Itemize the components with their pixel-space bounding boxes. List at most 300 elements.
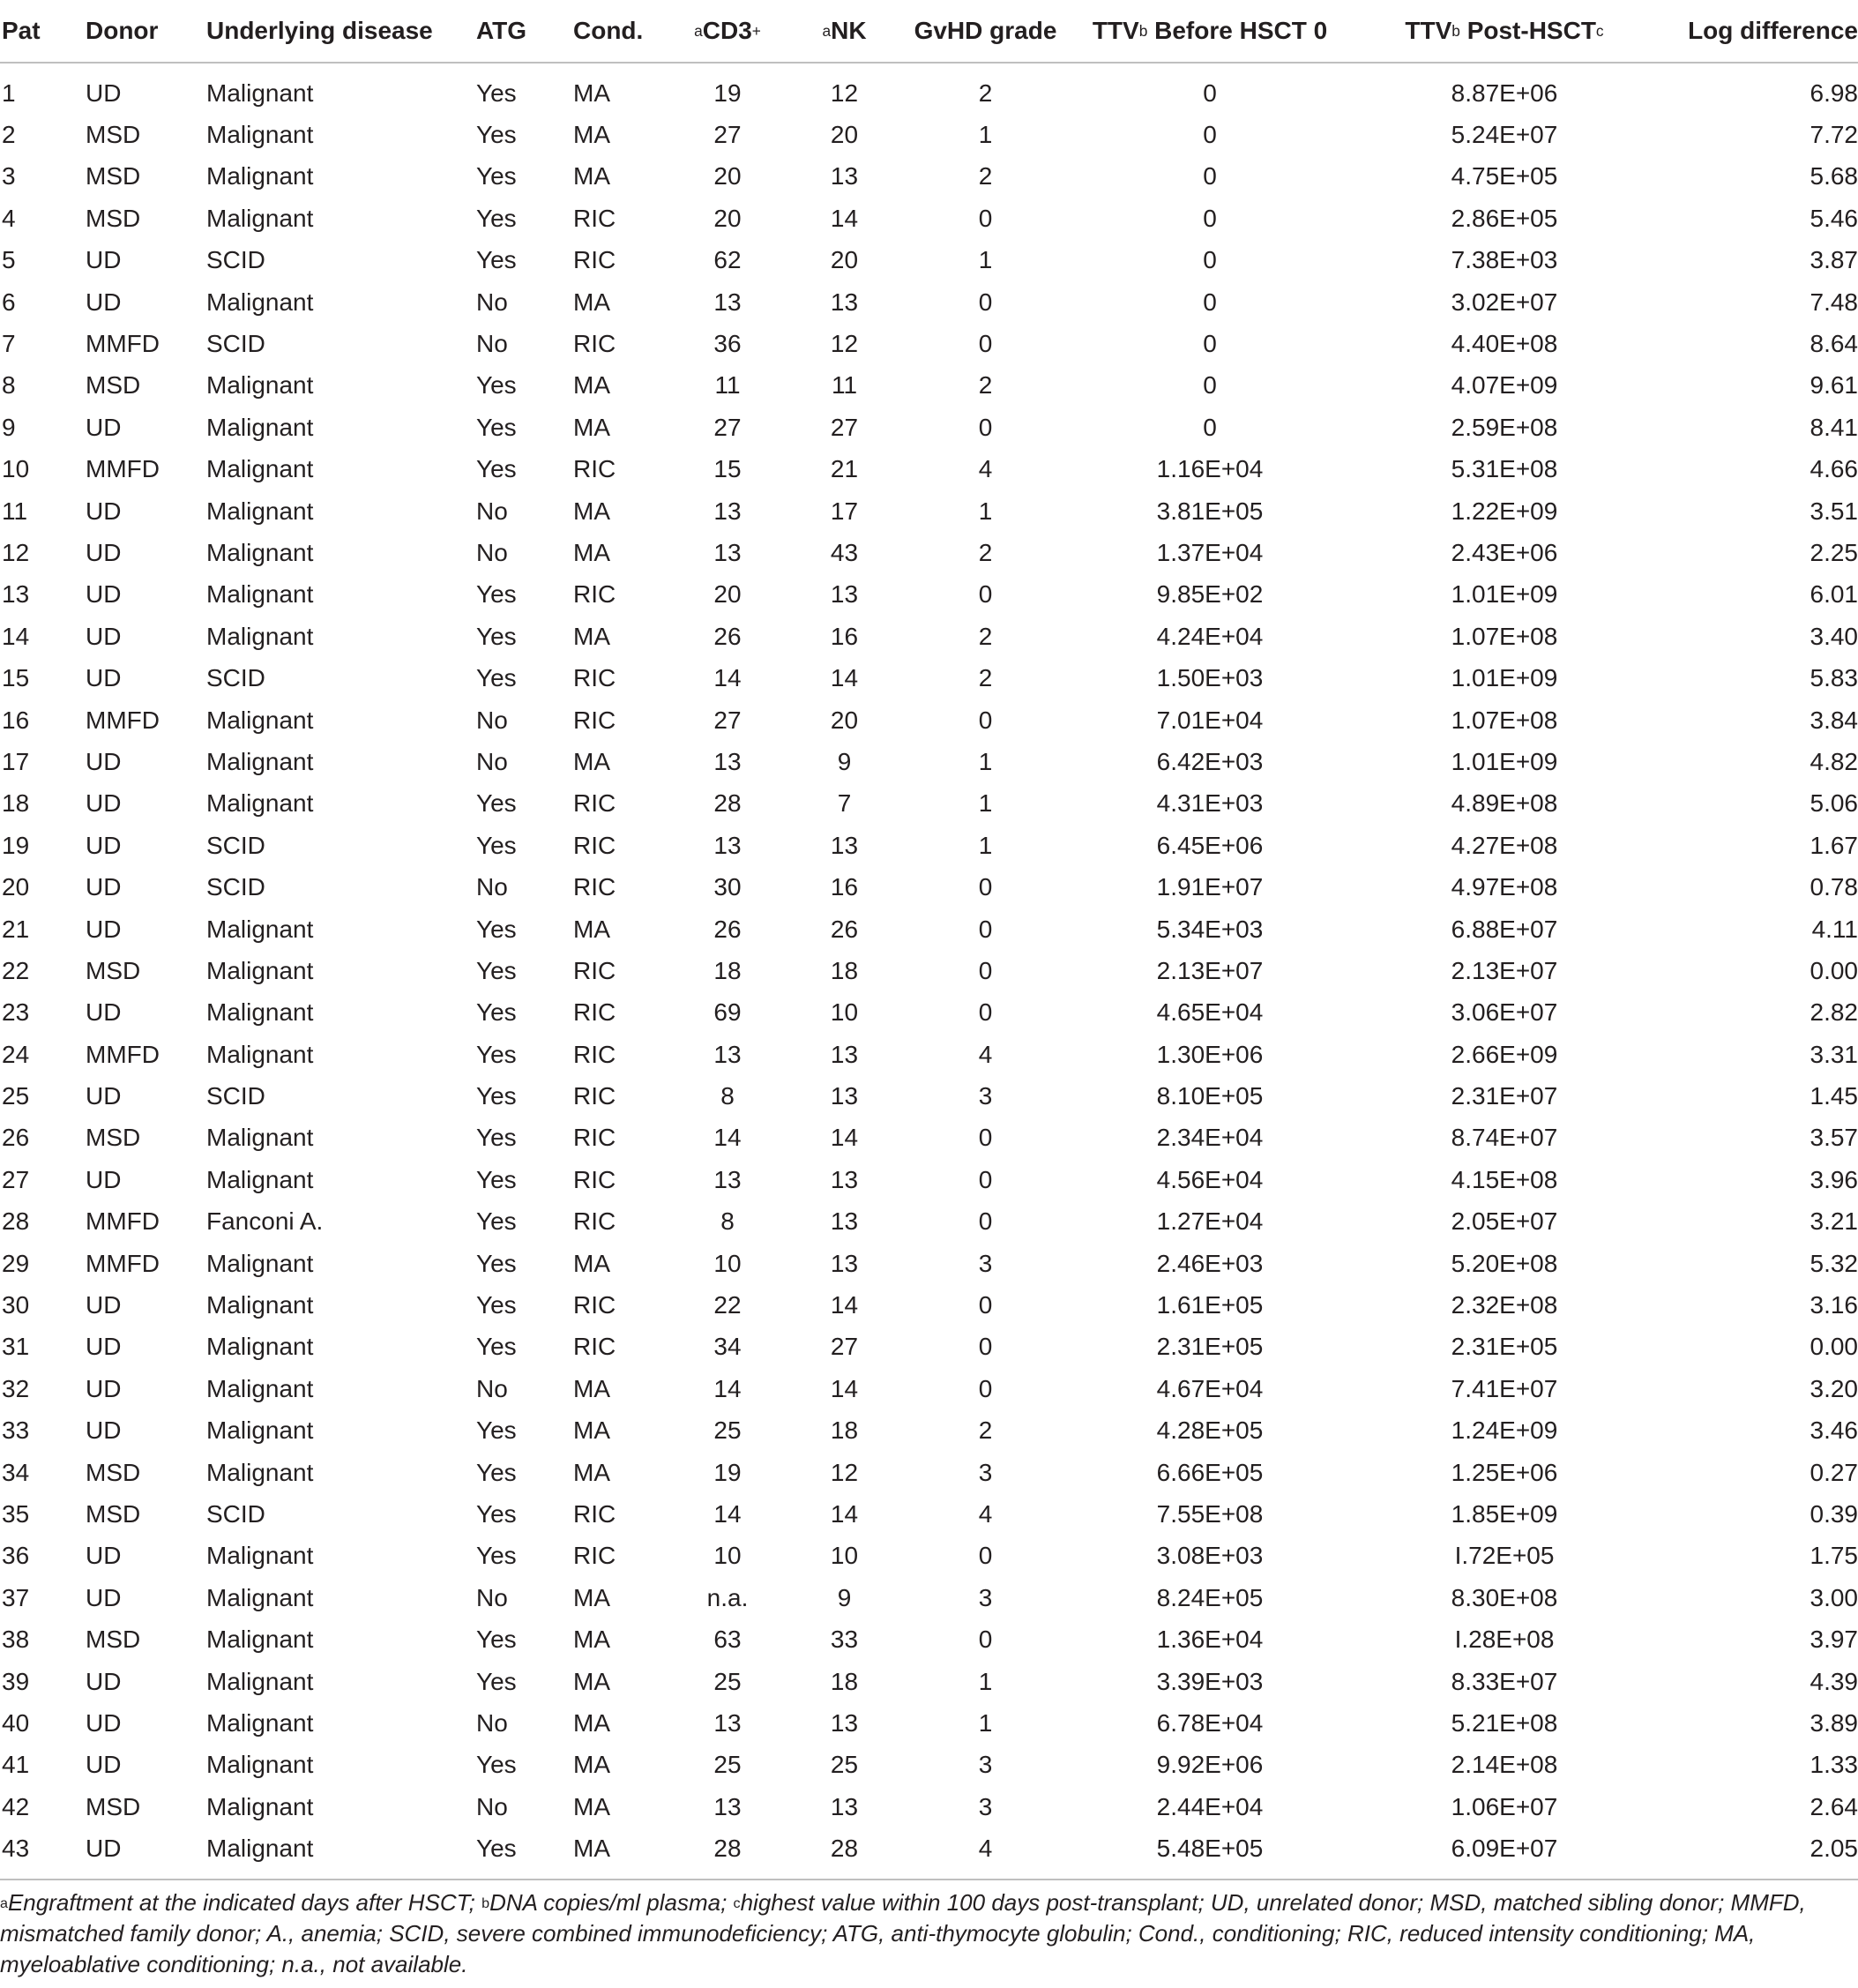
cell-log-difference: 4.66 <box>1809 455 1858 483</box>
cell-ttv-post: 4.89E+08 <box>1451 789 1558 818</box>
cell-underlying-disease: Malignant <box>206 580 314 609</box>
table-row <box>0 616 1858 657</box>
cell-nk: 21 <box>830 455 859 483</box>
cell-pat: 39 <box>2 1667 30 1695</box>
cell-underlying-disease: Malignant <box>206 1583 314 1611</box>
cell-underlying-disease: Malignant <box>206 622 314 650</box>
cell-cd3: 15 <box>713 455 742 483</box>
cell-nk: 13 <box>830 162 859 191</box>
cell-pat: 4 <box>2 204 16 232</box>
table-row <box>0 240 1858 281</box>
cell-cd3: 8 <box>720 1207 735 1236</box>
cell-pat: 10 <box>2 455 30 483</box>
cell-pat: 9 <box>2 413 16 441</box>
cell-ttv-post: 1.07E+08 <box>1451 706 1558 734</box>
cell-nk: 20 <box>830 246 859 274</box>
cell-log-difference: 8.41 <box>1809 413 1858 441</box>
cell-cd3: 13 <box>713 1792 742 1820</box>
cell-pat: 38 <box>2 1626 30 1654</box>
cell-nk: 13 <box>830 831 859 859</box>
cell-nk: 16 <box>830 873 859 901</box>
cell-cond: RIC <box>573 1499 616 1528</box>
cell-atg: Yes <box>476 1249 517 1277</box>
cell-underlying-disease: Malignant <box>206 747 314 775</box>
footnote-c-marker: c <box>733 1895 741 1911</box>
cell-gvhd-grade: 0 <box>978 330 993 358</box>
cell-cd3: 14 <box>713 664 742 692</box>
cell-underlying-disease: Malignant <box>206 1040 314 1068</box>
cell-donor: MMFD <box>86 1249 160 1277</box>
cell-ttv-before: 5.48E+05 <box>1063 1827 1357 1879</box>
cell-underlying-disease: Malignant <box>206 1416 314 1445</box>
cell-pat: 25 <box>2 1082 30 1110</box>
cell-atg: Yes <box>476 455 517 483</box>
table-row <box>0 657 1858 699</box>
cell-nk: 14 <box>830 1499 859 1528</box>
cell-ttv-post: 2.05E+07 <box>1451 1207 1558 1236</box>
cell-underlying-disease: Malignant <box>206 1542 314 1570</box>
cell-ttv-before: 4.56E+04 <box>1156 1165 1264 1193</box>
header-nk: $^a$NK <box>780 0 908 63</box>
cell-underlying-disease: Malignant <box>206 288 314 316</box>
cell-donor: MMFD <box>86 1040 160 1068</box>
cell-donor: UD <box>86 1082 122 1110</box>
cell-atg: Yes <box>476 789 517 818</box>
cell-cd3: 13 <box>713 831 742 859</box>
cell-cd3: 14 <box>713 1124 742 1152</box>
cell-cd3: 36 <box>713 330 742 358</box>
cell-donor: UD <box>86 1708 122 1737</box>
cell-pat: 36 <box>2 1542 30 1570</box>
table-row <box>0 992 1858 1034</box>
cell-donor: UD <box>86 789 122 818</box>
cell-nk: 9 <box>837 747 852 775</box>
cell-gvhd-grade: 1 <box>978 831 993 859</box>
cell-nk: 13 <box>830 580 859 609</box>
cell-nk: 18 <box>830 1667 859 1695</box>
cell-gvhd-grade: 0 <box>978 1124 993 1152</box>
cell-cd3: 28 <box>713 789 742 818</box>
cell-cond: MA <box>573 1708 610 1737</box>
cell-log-difference: 4.82 <box>1809 747 1858 775</box>
cell-donor: MSD <box>86 121 141 149</box>
cell-log-difference: 3.57 <box>1809 1124 1858 1152</box>
cell-pat: 19 <box>2 831 30 859</box>
cell-gvhd-grade: 2 <box>978 1416 993 1445</box>
cell-log-difference: 2.25 <box>1809 538 1858 566</box>
cell-cd3: 18 <box>713 956 742 984</box>
cell-cond: MA <box>573 497 610 525</box>
cell-donor: MSD <box>86 204 141 232</box>
cell-atg: No <box>476 1374 508 1402</box>
cell-cd3: n.a. <box>706 1583 749 1611</box>
cell-cond: RIC <box>573 1040 616 1068</box>
cell-cond: MA <box>573 162 610 191</box>
cell-underlying-disease: Malignant <box>206 204 314 232</box>
cell-gvhd-grade: 4 <box>908 1827 1063 1879</box>
cell-ttv-before: 0 <box>1203 413 1217 441</box>
cell-cd3: 14 <box>713 1499 742 1528</box>
cell-ttv-before: 0 <box>1203 204 1217 232</box>
cell-cond: MA <box>573 1626 610 1654</box>
cell-underlying-disease: Malignant <box>206 538 314 566</box>
cell-ttv-post: 1.07E+08 <box>1451 622 1558 650</box>
cell-atg: No <box>476 288 508 316</box>
table-row <box>0 1159 1858 1200</box>
cell-ttv-before: 2.44E+04 <box>1156 1792 1264 1820</box>
cell-atg: Yes <box>476 915 517 943</box>
cell-log-difference: 3.97 <box>1809 1626 1858 1654</box>
cell-atg: Yes <box>476 1124 517 1152</box>
cell-log-difference: 2.82 <box>1809 998 1858 1027</box>
cell-atg: Yes <box>476 204 517 232</box>
cell-gvhd-grade: 0 <box>978 998 993 1027</box>
cell-ttv-post: 5.31E+08 <box>1451 455 1558 483</box>
cell-cd3: 25 <box>713 1416 742 1445</box>
cell-ttv-before: 1.37E+04 <box>1156 538 1264 566</box>
cell-cond: RIC <box>573 1207 616 1236</box>
table-row <box>0 365 1858 407</box>
table-footnote <box>0 1887 1858 1980</box>
cell-ttv-post: 1.25E+06 <box>1451 1458 1558 1486</box>
cell-cd3: 69 <box>713 998 742 1027</box>
table-row <box>0 1327 1858 1368</box>
cell-pat: 42 <box>2 1792 30 1820</box>
table-row <box>0 1827 1858 1879</box>
cell-nk: 43 <box>830 538 859 566</box>
cell-atg: Yes <box>476 1416 517 1445</box>
cell-gvhd-grade: 3 <box>978 1583 993 1611</box>
cell-donor: UD <box>86 1583 122 1611</box>
cell-atg: No <box>476 330 508 358</box>
cell-pat: 31 <box>2 1333 30 1361</box>
cell-underlying-disease: SCID <box>206 831 265 859</box>
cell-underlying-disease: Malignant <box>206 413 314 441</box>
cell-ttv-before: 4.67E+04 <box>1156 1374 1264 1402</box>
cell-nk: 14 <box>830 664 859 692</box>
cell-log-difference: 3.20 <box>1809 1374 1858 1402</box>
cell-gvhd-grade: 0 <box>978 288 993 316</box>
cell-cd3: 27 <box>713 706 742 734</box>
cell-cd3: 19 <box>713 1458 742 1486</box>
cell-cond: RIC <box>573 1542 616 1570</box>
cell-atg: No <box>476 538 508 566</box>
cell-ttv-before: 4.28E+05 <box>1156 1416 1264 1445</box>
cell-cd3: 34 <box>713 1333 742 1361</box>
cell-donor: MSD <box>86 1458 141 1486</box>
cell-ttv-before: 1.50E+03 <box>1156 664 1264 692</box>
cell-donor: UD <box>86 1291 122 1319</box>
cell-atg: Yes <box>476 580 517 609</box>
cell-atg: No <box>476 1583 508 1611</box>
cell-nk: 14 <box>830 1291 859 1319</box>
cell-atg: No <box>476 1708 508 1737</box>
cell-nk: 10 <box>830 998 859 1027</box>
cell-ttv-post: 2.32E+08 <box>1451 1291 1558 1319</box>
table-row <box>0 114 1858 155</box>
cell-ttv-post: 3.06E+07 <box>1451 998 1558 1027</box>
cell-underlying-disease: Malignant <box>206 497 314 525</box>
cell-cond: RIC <box>573 998 616 1027</box>
cell-ttv-post: 2.31E+05 <box>1451 1333 1558 1361</box>
cell-cd3: 13 <box>713 1040 742 1068</box>
cell-ttv-post: 4.07E+09 <box>1451 371 1558 400</box>
table-row <box>0 1117 1858 1159</box>
cell-pat: 1 <box>2 78 16 107</box>
cell-cond: RIC <box>573 664 616 692</box>
cell-log-difference: 5.68 <box>1809 162 1858 191</box>
table-row <box>0 574 1858 616</box>
cell-donor: UD <box>86 622 122 650</box>
cell-cond: RIC <box>573 1165 616 1193</box>
cell-underlying-disease: SCID <box>206 246 265 274</box>
cell-cond: RIC <box>573 706 616 734</box>
cell-log-difference: 3.21 <box>1809 1207 1858 1236</box>
cell-ttv-post: 2.43E+06 <box>1451 538 1558 566</box>
cell-cond: MA <box>573 538 610 566</box>
cell-donor: MMFD <box>86 706 160 734</box>
cell-cond: MA <box>573 1416 610 1445</box>
cell-donor: MMFD <box>86 1207 160 1236</box>
table-row <box>0 908 1858 950</box>
table-row <box>0 1243 1858 1284</box>
cell-ttv-before: 1.30E+06 <box>1156 1040 1264 1068</box>
header-cond: Cond. <box>573 0 675 63</box>
cell-atg: Yes <box>476 998 517 1027</box>
cell-log-difference: 3.00 <box>1809 1583 1858 1611</box>
cell-pat: 41 <box>2 1751 30 1779</box>
cell-nk: 18 <box>830 1416 859 1445</box>
cell-pat: 27 <box>2 1165 30 1193</box>
cell-ttv-post: 4.15E+08 <box>1451 1165 1558 1193</box>
cell-ttv-before: 1.16E+04 <box>1156 455 1264 483</box>
cell-ttv-post: I.72E+05 <box>1454 1542 1555 1570</box>
cell-cd3: 63 <box>713 1626 742 1654</box>
cell-atg: Yes <box>476 664 517 692</box>
cell-pat: 22 <box>2 956 30 984</box>
cell-underlying-disease: Malignant <box>206 1249 314 1277</box>
cell-cond: RIC <box>573 455 616 483</box>
cell-ttv-before: 2.13E+07 <box>1156 956 1264 984</box>
cell-donor: UD <box>86 1542 122 1570</box>
cell-ttv-post: 8.33E+07 <box>1451 1667 1558 1695</box>
cell-ttv-before: 0 <box>1203 288 1217 316</box>
cell-atg: Yes <box>476 121 517 149</box>
cell-ttv-post: 1.01E+09 <box>1451 580 1558 609</box>
cell-log-difference: 4.11 <box>1811 915 1858 943</box>
table-row <box>0 1786 1858 1827</box>
header-ttv-post: TTV$^b$ Post-HSCT$^c$ <box>1357 0 1652 63</box>
cell-atg: No <box>476 873 508 901</box>
cell-ttv-before: 1.36E+04 <box>1156 1626 1264 1654</box>
cell-ttv-post: 7.38E+03 <box>1451 246 1558 274</box>
cell-nk: 13 <box>830 1708 859 1737</box>
cell-gvhd-grade: 3 <box>978 1082 993 1110</box>
cell-atg: Yes <box>476 1542 517 1570</box>
cell-ttv-before: 3.81E+05 <box>1156 497 1264 525</box>
cell-nk: 7 <box>837 789 852 818</box>
cell-ttv-before: 3.39E+03 <box>1156 1667 1264 1695</box>
table-row <box>0 1201 1858 1243</box>
cell-donor: UD <box>86 1827 206 1879</box>
cell-ttv-post: 7.41E+07 <box>1451 1374 1558 1402</box>
cell-underlying-disease: Malignant <box>206 998 314 1027</box>
cell-log-difference: 0.00 <box>1809 1333 1858 1361</box>
cell-atg: Yes <box>476 1040 517 1068</box>
cell-cd3: 14 <box>713 1374 742 1402</box>
cell-cond: MA <box>573 747 610 775</box>
cell-nk: 18 <box>830 956 859 984</box>
cell-gvhd-grade: 3 <box>978 1249 993 1277</box>
cell-log-difference: 9.61 <box>1809 371 1858 400</box>
cell-ttv-post: 1.22E+09 <box>1451 497 1558 525</box>
cell-atg: No <box>476 1792 508 1820</box>
cell-gvhd-grade: 4 <box>978 455 993 483</box>
cell-cond: MA <box>573 622 610 650</box>
cell-gvhd-grade: 3 <box>978 1751 993 1779</box>
cell-ttv-before: 8.10E+05 <box>1156 1082 1264 1110</box>
table-row <box>0 1577 1858 1618</box>
cell-pat: 7 <box>2 330 16 358</box>
cell-atg: Yes <box>476 1458 517 1486</box>
cell-cond: RIC <box>573 873 616 901</box>
cell-cond: MA <box>573 78 610 107</box>
cell-log-difference: 8.64 <box>1809 330 1858 358</box>
cell-cond: MA <box>573 1792 610 1820</box>
header-row <box>0 0 1858 63</box>
cell-nk: 27 <box>830 1333 859 1361</box>
cell-nk: 13 <box>830 1082 859 1110</box>
cell-log-difference: 6.98 <box>1809 78 1858 107</box>
cell-ttv-post: 2.14E+08 <box>1451 1751 1558 1779</box>
cell-pat: 26 <box>2 1124 30 1152</box>
cell-pat: 20 <box>2 873 30 901</box>
cell-ttv-before: 7.01E+04 <box>1156 706 1264 734</box>
cell-log-difference: 3.96 <box>1809 1165 1858 1193</box>
cell-cond: RIC <box>573 330 616 358</box>
cell-underlying-disease: SCID <box>206 330 265 358</box>
cell-underlying-disease: Malignant <box>206 1827 476 1879</box>
cell-underlying-disease: SCID <box>206 873 265 901</box>
cell-cd3: 62 <box>713 246 742 274</box>
cell-underlying-disease: Malignant <box>206 371 314 400</box>
table-row <box>0 323 1858 364</box>
table-row <box>0 1284 1858 1326</box>
cell-nk: 11 <box>831 371 858 400</box>
cell-atg: Yes <box>476 1499 517 1528</box>
table-row <box>0 198 1858 239</box>
cell-gvhd-grade: 0 <box>978 413 993 441</box>
cell-ttv-before: 5.34E+03 <box>1156 915 1264 943</box>
cell-cd3: 13 <box>713 497 742 525</box>
cell-nk: 17 <box>830 497 859 525</box>
cell-log-difference: 3.89 <box>1809 1708 1858 1737</box>
cell-nk: 28 <box>780 1827 908 1879</box>
cell-cond: MA <box>573 1667 610 1695</box>
cell-log-difference: 1.45 <box>1809 1082 1858 1110</box>
cell-pat: 12 <box>2 538 30 566</box>
cell-gvhd-grade: 2 <box>978 622 993 650</box>
cell-nk: 12 <box>830 78 859 107</box>
cell-pat: 37 <box>2 1583 30 1611</box>
cell-ttv-post: 2.13E+07 <box>1451 956 1558 984</box>
cell-underlying-disease: Malignant <box>206 1165 314 1193</box>
cell-log-difference: 3.31 <box>1809 1040 1858 1068</box>
cell-cond: MA <box>573 121 610 149</box>
cell-cd3: 13 <box>713 288 742 316</box>
cell-underlying-disease: SCID <box>206 1082 265 1110</box>
cell-underlying-disease: Fanconi A. <box>206 1207 324 1236</box>
cell-atg: Yes <box>476 413 517 441</box>
cell-nk: 13 <box>830 1249 859 1277</box>
cell-underlying-disease: Malignant <box>206 1124 314 1152</box>
cell-underlying-disease: Malignant <box>206 1374 314 1402</box>
cell-cd3: 10 <box>713 1542 742 1570</box>
cell-donor: UD <box>86 78 122 107</box>
cell-cond: RIC <box>573 831 616 859</box>
cell-nk: 9 <box>837 1583 852 1611</box>
cell-underlying-disease: Malignant <box>206 956 314 984</box>
cell-underlying-disease: Malignant <box>206 1458 314 1486</box>
cell-pat: 28 <box>2 1207 30 1236</box>
table-row <box>0 1745 1858 1786</box>
cell-log-difference: 3.16 <box>1809 1291 1858 1319</box>
cell-underlying-disease: Malignant <box>206 1667 314 1695</box>
cell-donor: UD <box>86 915 122 943</box>
cell-pat: 17 <box>2 747 30 775</box>
cell-gvhd-grade: 0 <box>978 873 993 901</box>
header-gvhd-grade: GvHD grade <box>908 0 1063 63</box>
table-row <box>0 825 1858 866</box>
cell-cd3: 25 <box>713 1667 742 1695</box>
cell-gvhd-grade: 0 <box>978 204 993 232</box>
cell-ttv-post: 5.24E+07 <box>1451 121 1558 149</box>
cell-pat: 34 <box>2 1458 30 1486</box>
cell-ttv-before: 1.61E+05 <box>1156 1291 1264 1319</box>
cell-log-difference: 6.01 <box>1809 580 1858 609</box>
cell-donor: UD <box>86 538 122 566</box>
header-pat: Pat <box>0 0 86 63</box>
cell-donor: UD <box>86 998 122 1027</box>
cell-log-difference: 5.83 <box>1809 664 1858 692</box>
cell-ttv-post: 8.87E+06 <box>1451 78 1558 107</box>
cell-cond: MA <box>573 371 610 400</box>
cell-gvhd-grade: 0 <box>978 915 993 943</box>
cell-gvhd-grade: 1 <box>978 121 993 149</box>
table-row <box>0 1702 1858 1744</box>
cell-underlying-disease: Malignant <box>206 121 314 149</box>
cell-ttv-post: 2.66E+09 <box>1451 1040 1558 1068</box>
cell-atg: Yes <box>476 1207 517 1236</box>
cell-log-difference: 5.32 <box>1809 1249 1858 1277</box>
cell-underlying-disease: Malignant <box>206 1291 314 1319</box>
cell-underlying-disease: Malignant <box>206 1626 314 1654</box>
cell-cond: RIC <box>573 789 616 818</box>
cell-underlying-disease: Malignant <box>206 78 314 107</box>
cell-donor: MSD <box>86 1626 141 1654</box>
cell-cd3: 20 <box>713 580 742 609</box>
cell-donor: UD <box>86 873 122 901</box>
cell-atg: Yes <box>476 246 517 274</box>
footnote-b-text: DNA copies/ml plasma; <box>489 1889 734 1916</box>
cell-gvhd-grade: 0 <box>978 1291 993 1319</box>
cell-donor: UD <box>86 1416 122 1445</box>
cell-pat: 21 <box>2 915 30 943</box>
cell-atg: Yes <box>476 78 517 107</box>
cell-cond: MA <box>573 1374 610 1402</box>
cell-atg: No <box>476 747 508 775</box>
cell-atg: Yes <box>476 371 517 400</box>
